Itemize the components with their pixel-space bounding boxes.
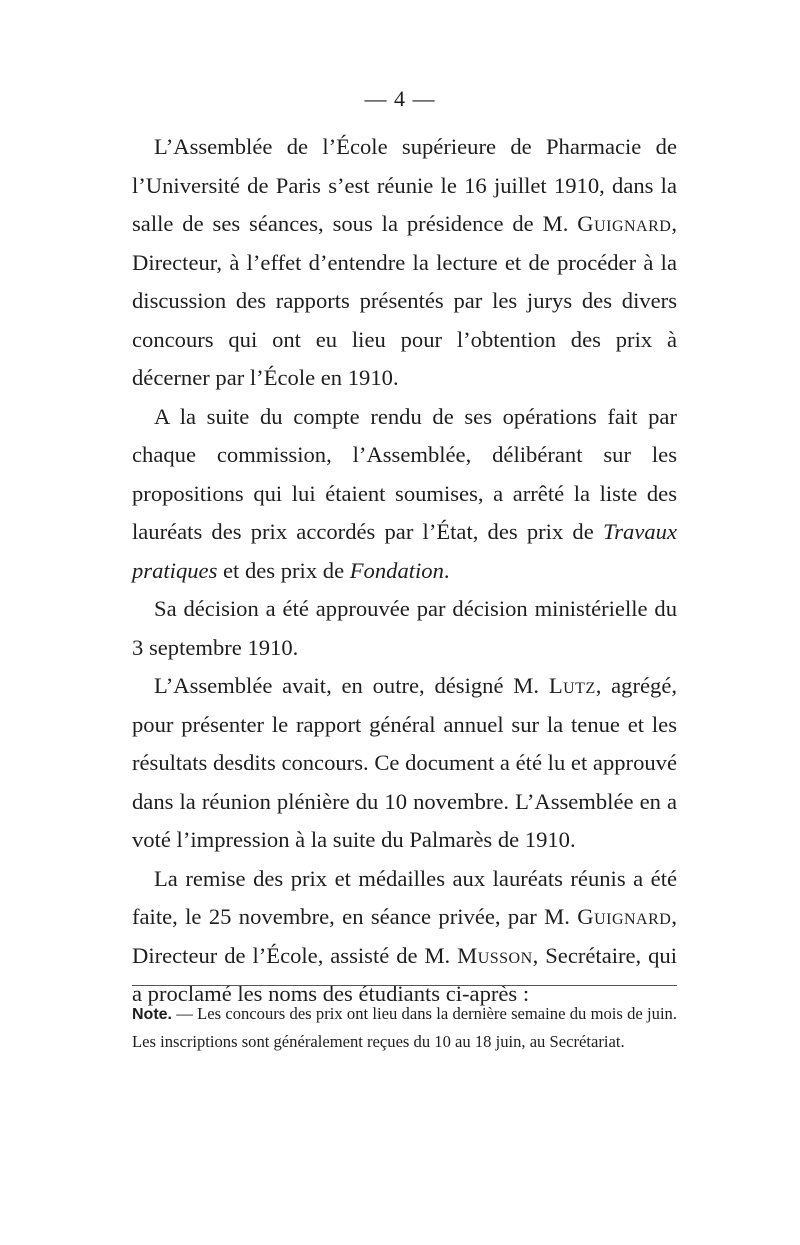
paragraph-2-text-c: . [443, 557, 450, 583]
paragraph-4-text-b: , agrégé, pour présenter le rapport général annuel sur la tenue et les résultats desdits concours. Ce document a été lu et approuvé dans la réunion plénière du 10 novembre. L’Assemblée en a voté l’impression à la suite du Palmarès de 1910. [132, 673, 678, 852]
paragraph-2-text-a: A la suite du compte rendu de ses opérations fait par chaque commission, l’Assemblée, délibérant sur les propositions qui lui étaient soumises, a arrêté la liste des lauréats des prix accordés par l’État, des prix de [132, 403, 677, 544]
paragraph-1 [132, 128, 677, 398]
emphasis-travaux-pratiques: Travaux pratiques [132, 519, 677, 583]
paragraph-1-text-b: , Directeur, à l’effet d’entendre la lecture et de procéder à la discussion des rapports présentés par les jurys des divers concours qui ont eu lieu pour l’obtention des prix à décerner par l’École en 1910. [132, 211, 677, 390]
page-number: — 4 — [364, 86, 436, 111]
paragraph-2 [132, 398, 677, 591]
paragraph-2-text-b: et des prix de [217, 557, 350, 583]
footnote-text: — Les concours des prix ont lieu dans la dernière semaine du mois de juin. Les inscriptions sont généralement reçues du 10 au 18 juin, au Secrétariat. [132, 1004, 677, 1051]
paragraph-4 [132, 667, 677, 860]
paragraph-5 [132, 860, 677, 1014]
paragraph-5-text-b: , Directeur de l’École, assisté de M. [132, 904, 677, 968]
person-name-guignard-2: Guignard [577, 904, 672, 929]
footnote [132, 1000, 677, 1055]
paragraph-5-text-a: La remise des prix et médailles aux lauréats réunis a été faite, le 25 novembre, en séance privée, par M. [132, 865, 677, 929]
person-name-guignard: Guignard [577, 211, 672, 236]
footnote-label: Note. [132, 1006, 172, 1023]
footnote-divider [132, 985, 677, 986]
paragraph-4-text-a: L’Assemblée avait, en outre, désigné M. [154, 673, 549, 698]
person-name-musson: Musson [457, 942, 533, 968]
paragraph-5-text-c: , Secrétaire, qui a proclamé les noms des étudiants ci-après : [132, 942, 677, 1006]
emphasis-fondation: Fondation [349, 557, 444, 583]
person-name-lutz: Lutz [548, 673, 596, 698]
footnote-paragraph [132, 1000, 677, 1055]
paragraph-1-text-a: L’Assemblée de l’École supérieure de Pharmacie de l’Université de Paris s’est réunie le 16 juillet 1910, dans la salle de ses séances, sous la présidence de M. [132, 134, 677, 236]
paragraph-3: Sa décision a été approuvée par décision ministérielle du 3 septembre 1910. [132, 596, 677, 660]
main-text [132, 128, 677, 1014]
